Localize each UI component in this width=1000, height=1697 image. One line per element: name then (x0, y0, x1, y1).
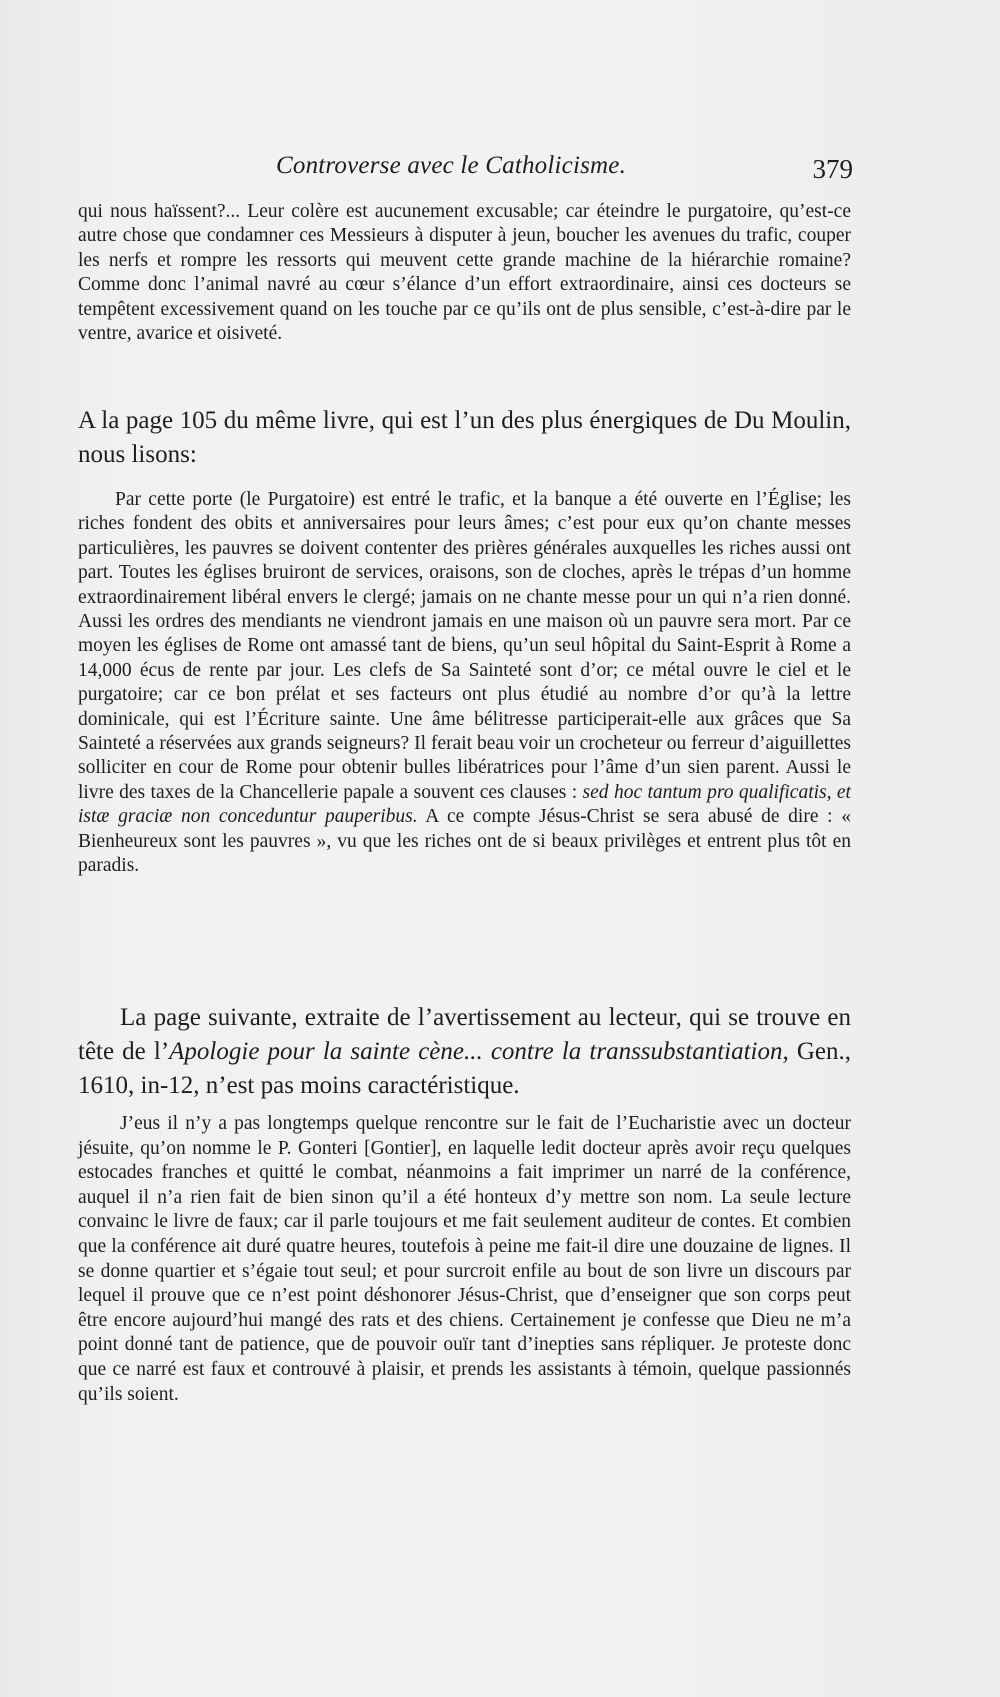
quote-purgatoire-body: Par cette porte (le Purgatoire) est entré le trafic, et la banque a été ouverte en l’Église; les riches fondent des obits et anniversaires pour leurs âmes; c’est pour eux qu’on chante messes particulières, les pauvres se doivent contenter des prières générales auxquelles les riches aussi ont part. Toutes les églises bruiront de services, oraisons, son de cloches, après le trépas d’un homme extraordinairement libéral envers le clergé; jamais on ne chante messe pour un qui n’a rien donné. Aussi les ordres des mendiants ne viendront jamais en une maison où un pauvre sera mort. Par ce moyen les églises de Rome ont amassé tant de biens, qu’un seul hôpital du Saint-Esprit à Rome a 14,000 écus de rente par jour. Les clefs de Sa Sainteté sont d’or; ce métal ouvre le ciel et le purgatoire; car ce bon prélat et ses facteurs ont plus étudié au nombre d’or qu’à la lettre dominicale, qui est l’Écriture sainte. Une âme bélitresse participerait-elle aux grâces que Sa Sainteté a réservées aux grands seigneurs? Il ferait beau voir un crocheteur ou ferreur d’aiguillettes solliciter en cour de Rome pour obtenir bulles libératrices pour l’âme d’un sien parent. Aussi le livre des taxes de la Chancellerie papale a souvent ces clauses : (78, 489, 851, 803)
book-title: Apologie pour la sainte cène... contre la transsubstantiation, (169, 1038, 789, 1065)
running-head (78, 152, 853, 192)
quote-eucharistie (78, 1112, 851, 1407)
quote-continuation (78, 200, 851, 346)
intro-paragraph-2 (78, 1001, 851, 1103)
intro-paragraph-2-text (78, 1001, 851, 1103)
intro-paragraph-2-start: La page suivante, extraite de l’avertissement au lecteur, qui se trouve en tête de l’ (78, 1004, 851, 1065)
quote-eucharistie-text: J’eus il n’y a pas longtemps quelque rencontre sur le fait de l’Eucharistie avec un docteur jésuite, qu’on nomme le P. Gonteri [Gontier], en laquelle ledit docteur après avoir reçu quelques estocades franches et quitté le combat, néanmoins a fait imprimer un narré de la conférence, auquel il n’a rien fait de bien sinon qu’il a été honteux d’y mettre son nom. La seule lecture convainc le livre de faux; car il parle toujours et me fait seulement auditeur de contes. Et combien que la conférence ait duré quatre heures, toutefois à peine me fait-il dire une douzaine de lignes. Il se donne quartier et s’égaie tout seul; et pour surcroit enfile au bout de son livre un discours par lequel il prouve que ce n’est point déshonorer Jésus-Christ, que d’enseigner que son corps peut être encore aujourd’hui mangé des rats et des chiens. Certainement je confesse que Dieu ne m’a point donné tant de patience, que de pouvoir ouïr tant d’inepties sans répliquer. Je proteste donc que ce narré est faux et controuvé à plaisir, et prends les assistants à témoin, quelque passionnés qu’ils soient. (78, 1113, 851, 1405)
intro-paragraph-1 (78, 404, 851, 472)
intro-paragraph-1-text: A la page 105 du même livre, qui est l’un des plus énergiques de Du Moulin, nous lisons: (78, 407, 851, 468)
running-title: Controverse avec le Catholicisme. (276, 152, 627, 179)
intro-paragraph-2-end: Gen., 1610, in-12, n’est pas moins caractéristique. (78, 1038, 851, 1099)
quote-continuation-text: qui nous haïssent?... Leur colère est aucunement excusable; car éteindre le purgatoire, qu’est-ce autre chose que condamner ces Messieurs à disputer à jeun, boucher les avenues du trafic, couper les nerfs et rompre les ressorts qui meuvent cette grande machine de la hiérarchie romaine? Comme donc l’animal navré au cœur s’élance d’un effort extraordinaire, ainsi ces docteurs se tempêtent excessivement quand on les touche par ce qu’ils ont de plus sensible, c’est-à-dire par le ventre, avarice et oisiveté. (78, 201, 851, 345)
quote-purgatoire (78, 488, 851, 879)
latin-clause: sed hoc tantum pro qualificatis, et istæ graciæ non conceduntur pauperibus. (78, 781, 851, 828)
quote-purgatoire-ending: A ce compte Jésus-Christ se sera abusé de dire : « Bienheureux sont les pauvres », vu que les riches ont de si beaux privilèges et entrent plus tôt en paradis. (78, 806, 851, 877)
page-number: 379 (812, 154, 853, 184)
quote-purgatoire-text (78, 488, 851, 879)
